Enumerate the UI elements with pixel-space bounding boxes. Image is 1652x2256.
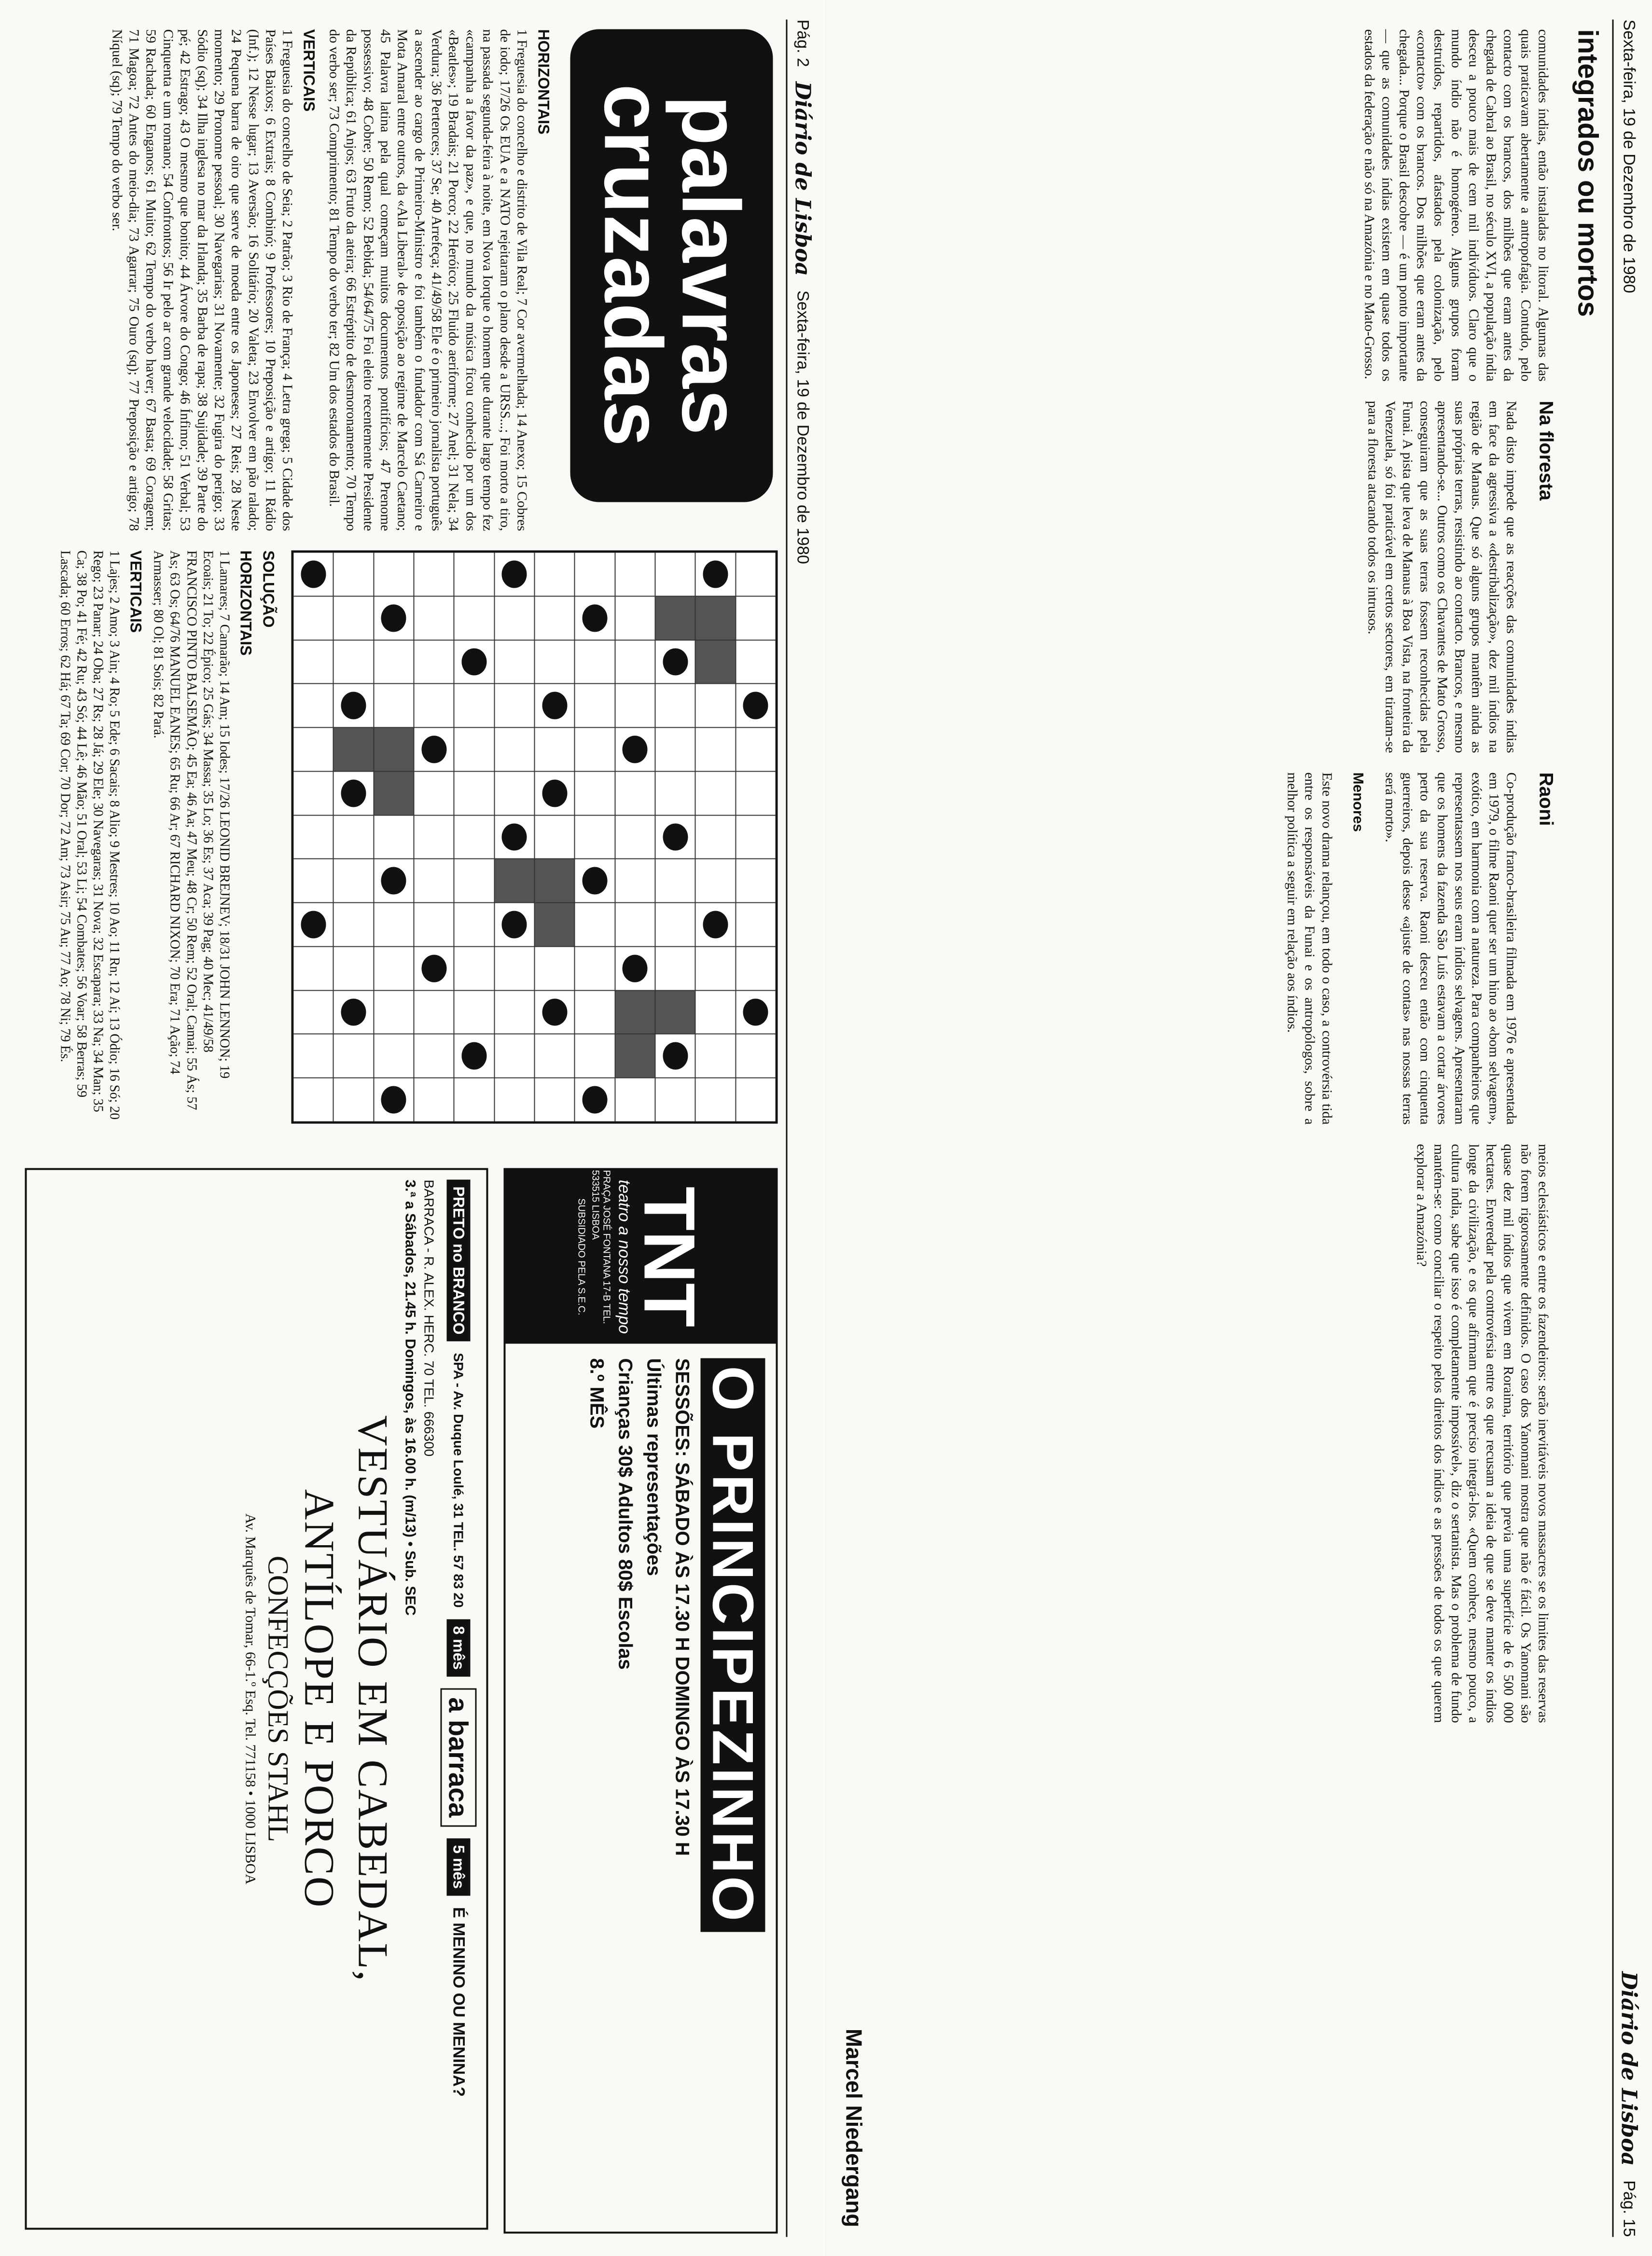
grid-cell[interactable]: [293, 1078, 333, 1121]
grid-cell[interactable]: [655, 771, 695, 815]
masthead-right: Diário de Lisboa: [1616, 1971, 1641, 2166]
grid-cell[interactable]: [333, 1078, 373, 1121]
logo-address: PRAÇA JOSÉ FONTANA 17-B TEL. 533515 LISBOA: [590, 1170, 611, 1324]
grid-cell[interactable]: [333, 552, 373, 596]
right-newspaper-page: [826, 0, 1652, 2256]
barraca-label: a barraca: [440, 1688, 476, 1827]
grid-cell[interactable]: [374, 946, 414, 990]
article-col-3b-text: Este novo drama relançou, em todo o caso, a controvérsia tida entre os responsáveis da Funai e os antropólogos, sobre a melhor política a seguir em relação aos índios.: [1284, 772, 1334, 1124]
grid-cell[interactable]: [374, 640, 414, 684]
grid-cell[interactable]: [414, 683, 454, 727]
grid-cell[interactable]: [494, 596, 534, 640]
grid-cell[interactable]: [454, 771, 494, 815]
black-square: [534, 990, 574, 1034]
na-floresta-heading: Na floresta: [1535, 401, 1556, 500]
grid-cell[interactable]: [736, 858, 776, 902]
grid-cell[interactable]: [615, 640, 655, 684]
barraca-question: É MENINO OU MENINA?: [449, 1907, 468, 2097]
clothing-headline-2: ANTÍLOPE E PORCO: [295, 1489, 342, 1909]
grid-cell[interactable]: [454, 902, 494, 946]
grid-cell[interactable]: [414, 815, 454, 859]
grid-cell[interactable]: [615, 902, 655, 946]
preto-info: SPA - Av. Duque Loulé, 31 TEL. 57 83 20: [451, 1352, 466, 1607]
grid-cell[interactable]: [655, 902, 695, 946]
grid-cell[interactable]: [655, 727, 695, 771]
grid-cell[interactable]: [574, 902, 614, 946]
horizontais-clues: 1 Freguesia do concelho e distrito de Vila Real; 7 Cor avermelhada; 14 Anexo; 15 Cobres de iodo; 17/26 Os EUA e a NATO rejeitaram o plano desde a URSS...; Foi morto a tiro, na passada segunda-feira à noite, em Nova Iorque o homem que durante largo tempo fez «campanha a favor da paz», e que, no mundo da música ficou conhecido por um dos «Beatles»; 19 Bradais; 21 Porco; 22 Heróico; 25 Fluido aeriforme; 27 Anel; 31 Nela; 34 Verdura; 36 Pertences; 37 Se; 40 Arrefeça; 41/49/58 Ele é o primeiro jornalista português a ascender ao cargo de Primeiro-Ministro e foi também o fundador com Sá Carneiro e Mota Amaral entre outros, da «Ala Liberal» de oposição ao regime de Marcelo Caetano; 45 Palavra latina pela qual começam muitos documentos pontifícios; 47 Prenome possessivo; 48 Cobre; 50 Remo; 52 Bebida; 54/64/75 Foi eleito recentemente Presidente da República; 61 Anjos; 63 Fruto da ateira; 66 Estréptito de desmoronamento; 70 Tempo do verbo ser; 73 Comprimento; 81 Tempo do verbo ter; 82 Um dos estados do Brasil.: [326, 29, 529, 531]
grid-cell[interactable]: [574, 815, 614, 859]
grid-cell[interactable]: [374, 552, 414, 596]
grid-cell[interactable]: [454, 990, 494, 1034]
grid-cell[interactable]: [293, 990, 333, 1034]
grid-cell[interactable]: [454, 1078, 494, 1121]
issue-date-right: Sexta-feira, 19 de Dezembro de 1980: [1620, 19, 1638, 293]
solution-column: [10, 550, 280, 1120]
grid-cell[interactable]: [736, 596, 776, 640]
grid-cell[interactable]: [655, 1078, 695, 1121]
grid-cell[interactable]: [695, 858, 735, 902]
theatre-ads-row: [440, 1179, 476, 2218]
portrait-cell: [374, 771, 414, 815]
black-square: [534, 771, 574, 815]
grid-cell[interactable]: [414, 596, 454, 640]
grid-cell[interactable]: [655, 946, 695, 990]
grid-cell[interactable]: [534, 552, 574, 596]
grid-cell[interactable]: [736, 1034, 776, 1078]
logo-subtitle: teatro a nosso tempo: [615, 1179, 633, 1334]
grid-cell[interactable]: [333, 596, 373, 640]
grid-cell[interactable]: [695, 727, 735, 771]
black-square: [736, 683, 776, 727]
grid-cell[interactable]: [534, 1078, 574, 1121]
article-col-3: [851, 772, 1565, 1124]
grid-cell[interactable]: [574, 990, 614, 1034]
portrait-cell: [534, 858, 574, 902]
article-col-2-text: Nada disto impede que as reacções das comunidades índias em face da agressiva a «destribalização», dez mil índios na região de Manaus. Que só alguns grupos mantêm ainda as suas próprias terras, resistindo ao contacto. Brancos, e mesmo apresentando-se... Outros como os Chavantes de Mato Grosso, conseguiram que as suas terras fossem reconhecidas pela Funai. A pista que leva de Manaus à Boa Vista, na fronteira da Venezuela, só foi praticável em certos sectores, em tiratam-se para a floresta atacando todos os intrusos.: [1364, 401, 1519, 753]
black-square: [655, 640, 695, 684]
play-title: O PRINCIPEZINHO: [700, 1358, 765, 1932]
page-header-right: [1612, 19, 1644, 2237]
article-col-1-text: comunidades índias, então instaladas no litoral. Algumas das quais praticavam abertamente a antropofagia. Contudo, pelo contacto com os brancos, dos milhões que eram antes da chegada de Cabral ao Brasil, no século XVI, a população índia desceu a pouco mais de cem mil indivíduos. Claro que o mundo índio não é homogéneo. Alguns grupos foram destruídos, repartidos, afastados pela colonização, pelo «contacto» com os brancos. Dos milhões que eram antes da chegada... Porque o Brasil descobre — é um ponto importante — que as comunidades índias existem em quase todos os estados da federação e não só na Amazónia e no Mato-Grosso.: [1361, 29, 1551, 381]
grid-cell[interactable]: [454, 727, 494, 771]
grid-cell[interactable]: [574, 683, 614, 727]
portrait-cell: [615, 990, 655, 1034]
grid-cell[interactable]: [293, 771, 333, 815]
black-square: [494, 552, 534, 596]
page-number-right: Pág. 15: [1620, 2180, 1638, 2237]
black-square: [574, 596, 614, 640]
grid-cell[interactable]: [695, 771, 735, 815]
grid-cell[interactable]: [534, 640, 574, 684]
grid-cell[interactable]: [414, 1034, 454, 1078]
grid-cell[interactable]: [494, 1078, 534, 1121]
grid-cell[interactable]: [574, 946, 614, 990]
grid-cell[interactable]: [333, 858, 373, 902]
grid-cell[interactable]: [615, 815, 655, 859]
grid-cell[interactable]: [494, 640, 534, 684]
show-hours: 3.ª a Sábados, 21.45 h. Domingos, às 16.00 h. (m/13) • Sub. SEC: [402, 1179, 418, 1616]
grid-cell[interactable]: [655, 858, 695, 902]
principezinho-ad: [503, 1168, 777, 2233]
grid-cell[interactable]: [293, 683, 333, 727]
article-col-2: [851, 401, 1565, 753]
grid-cell[interactable]: [615, 552, 655, 596]
theatre-and-clothing-ads: [25, 1168, 488, 2229]
black-square: [534, 683, 574, 727]
grid-cell[interactable]: [574, 727, 614, 771]
article-col-3-text: Co-produção franco-brasileira filmada em 1976 e apresentada em 1979, o filme Raoni quer ser um hino ao «bom selvagem», exótico, em harmonia com a natureza. Para companheiros que representassem nos seus eram índios selvagens. Apresentaram que os homens da fazenda São Luís estavam a cortar árvores perto da sua reserva. Raoni desceu então com cinquenta guerreiros, depois desse «ajuste de contas» nas nossas terras será morto».: [1382, 772, 1519, 1124]
black-square: [494, 815, 534, 859]
black-square: [333, 771, 373, 815]
grid-cell[interactable]: [333, 902, 373, 946]
masthead: Diário de Lisboa: [790, 81, 815, 276]
black-square: [695, 552, 735, 596]
page-number: Pág. 2: [793, 19, 812, 67]
crossword-title: [570, 29, 773, 502]
portrait-cell: [534, 902, 574, 946]
grid-cell[interactable]: [374, 1034, 414, 1078]
grid-cell[interactable]: [695, 815, 735, 859]
grid-cell[interactable]: [736, 727, 776, 771]
black-square: [374, 1078, 414, 1121]
teatro-details: [505, 1343, 776, 2231]
grid-cell[interactable]: [374, 990, 414, 1034]
grid-cell[interactable]: [414, 771, 454, 815]
grid-cell[interactable]: [494, 683, 534, 727]
black-square: [655, 1034, 695, 1078]
portrait-cell: [655, 990, 695, 1034]
grid-cell[interactable]: [736, 1078, 776, 1121]
grid-cell[interactable]: [736, 640, 776, 684]
barraca-info: BARRACA - R. ALEX. HERC. 70 TEL. 666300: [421, 1179, 436, 1456]
grid-cell[interactable]: [695, 990, 735, 1034]
months-b: 5 mês: [446, 1838, 470, 1896]
solution-v-text: 1 Lajes; 2 Amo; 3 Ain; 4 Ro; 5 Ede; 6 Sacais; 8 Alio; 9 Mestres; 10 Ao; 11 Rn; 12 Aí; 13 Ódio; 16 Só; 20 Rego; 23 Panar; 24 Oba; 27 Rs; 28 Já; 29 Ele; 30 Navegaras; 31 Nova; 32 Escapara; 33 Na; 34 Man; 35 Ca; 38 Po; 41 Fé; 42 Ru; 43 Só; 44 Lê; 46 Mão; 51 Oral; 53 Li; 54 Combates; 56 Voar; 58 Berras; 59 Lascada; 60 Erros; 62 Há; 67 Ta; 69 Cor; 70 Dor; 72 Am; 73 Asir; 75 Au; 77 Ao; 78 Ni; 79 És.: [57, 550, 122, 1120]
black-square: [695, 902, 735, 946]
portrait-cell: [695, 596, 735, 640]
grid-cell[interactable]: [374, 902, 414, 946]
page-header: [786, 19, 818, 2237]
price-text: Crianças 30$ Adultos 80$ Escolas: [614, 1358, 636, 1670]
black-square: [574, 1078, 614, 1121]
portrait-cell: [615, 1034, 655, 1078]
black-square: [454, 1034, 494, 1078]
title-line-2: cruzadas: [587, 83, 679, 447]
article-col-4-text: meios eclesiásticos e entre os fazendeiros: serão inevitáveis novos massacres se os limites das reservas não forem rigorosamente definidos. O caso dos Yanomani mostra que não é fácil. Os Yanomani são quase dez mil índios que vivem em Roraima, território que previa uma superfície de 6 500 000 hectares. Enveredar pela controvérsia entre os que recusam a ideia de que se deve manter os índios longe da civilização, e os que afirmam que é preciso integrá-los. «Quem conhece, mesmo pouco, a cultura índia, sabe que isso é completamente impossível», diz o sertanista. Mas o problema de fundo mantém-se: como conciliar o respeito pelos direitos dos índios e as pressões de todos os que querem explorar a Amazónia?: [1414, 1144, 1551, 1723]
grid-cell[interactable]: [454, 946, 494, 990]
logo-text: TNT: [629, 1186, 710, 1327]
grid-cell[interactable]: [494, 1034, 534, 1078]
grid-cell[interactable]: [534, 596, 574, 640]
grid-cell[interactable]: [615, 771, 655, 815]
grid-cell[interactable]: [414, 990, 454, 1034]
grid-cell[interactable]: [695, 946, 735, 990]
grid-cell[interactable]: [494, 946, 534, 990]
article-col-1: [851, 29, 1565, 381]
menores-heading: Menores: [1349, 772, 1366, 832]
black-square: [414, 946, 454, 990]
grid-cell[interactable]: [333, 640, 373, 684]
grid-cell[interactable]: [374, 683, 414, 727]
grid-cell[interactable]: [534, 815, 574, 859]
grid-cell[interactable]: [333, 1034, 373, 1078]
last-shows-text: Últimas representações: [643, 1358, 664, 1576]
crossword-grid[interactable]: [291, 550, 777, 1123]
black-square: [333, 990, 373, 1034]
grid-cell[interactable]: [534, 946, 574, 990]
clothing-company: CONFECÇÕES STAHL: [262, 1555, 294, 1842]
months-a: 8 mês: [446, 1619, 470, 1676]
grid-cell[interactable]: [574, 1034, 614, 1078]
grid-cell[interactable]: [454, 683, 494, 727]
issue-date: Sexta-feira, 19 de Dezembro de 1980: [793, 290, 812, 564]
portrait-cell: [374, 727, 414, 771]
grid-cell[interactable]: [494, 990, 534, 1034]
solution-h-heading: HORIZONTAIS: [236, 550, 254, 656]
grid-cell[interactable]: [736, 902, 776, 946]
grid-cell[interactable]: [454, 552, 494, 596]
grid-cell[interactable]: [414, 902, 454, 946]
grid-cell[interactable]: [454, 596, 494, 640]
black-square: [293, 552, 333, 596]
sessions-text: SESSÕES: SÁBADO ÀS 17.30 H DOMINGO ÀS 17.30 H: [671, 1358, 693, 1856]
black-square: [374, 858, 414, 902]
preto-no-branco-label: PRETO no BRANCO: [446, 1179, 470, 1341]
grid-cell[interactable]: [695, 1034, 735, 1078]
grid-cell[interactable]: [454, 815, 494, 859]
grid-cell[interactable]: [414, 552, 454, 596]
grid-cell[interactable]: [293, 858, 333, 902]
grid-cell[interactable]: [615, 596, 655, 640]
grid-cell[interactable]: [736, 771, 776, 815]
grid-cell[interactable]: [454, 858, 494, 902]
black-square: [374, 596, 414, 640]
clues-column: [15, 29, 555, 531]
raoni-heading: Raoni: [1535, 772, 1556, 826]
grid-cell[interactable]: [736, 552, 776, 596]
portrait-cell: [494, 858, 534, 902]
month-text: 8.º MÊS: [586, 1358, 607, 1428]
grid-cell[interactable]: [695, 683, 735, 727]
solution-v-heading: VERTICAIS: [127, 550, 145, 633]
portrait-cell: [655, 596, 695, 640]
author-byline: Marcel Niedergang: [841, 2028, 866, 2227]
portrait-cell: [695, 640, 735, 684]
verticais-clues: 1 Freguesia do concelho de Seia; 2 Patrão; 3 Rio de França; 4 Letra grega; 5 Cidade dos Países Baixos; 6 Extrais; 8 Combinó; 9 Professores; 10 Preposição e artigo; 11 Rádio (Inf.); 12 Nesse lugar; 13 Aversão; 16 Solitário; 20 Valeta; 23 Envolver em pão ralado; 24 Pequena barra de oiro que serve de moeda entre os Japoneses; 27 Reis; 28 Neste momento; 29 Pronome pessoal; 30 Navegarias; 31 Novamente; 32 Fugira do perigo; 33 Sódio (sq); 34 Ilha inglesa no mar da Irlanda; 35 Barba de rapa; 38 Sujidade; 39 Parte do pé; 42 Estrago; 43 O mesmo que bonito; 44 Árvore do Congo; 46 Ínfimo; 51 Verbal; 53 Cinquenta e um romano; 54 Confrontos; 56 Ir pelo ar com grande velocidade; 58 Gritas; 59 Rachada; 60 Enganos; 61 Muito; 62 Tempo do verbo haver; 67 Basta; 69 Coragem; 71 Magoa; 72 Antes do meio-dia; 73 Agarrar; 75 Ouro (sq); 77 Preposição e artigo; 78 Níquel (sq); 79 Tempo do verbo ser.: [109, 29, 295, 531]
black-square: [574, 858, 614, 902]
grid-cell[interactable]: [695, 1078, 735, 1121]
black-square: [333, 683, 373, 727]
grid-cell[interactable]: [293, 946, 333, 990]
grid-cell[interactable]: [414, 858, 454, 902]
verticais-heading: VERTICAIS: [300, 29, 318, 111]
title-line-1: palavras: [665, 95, 757, 436]
black-square: [494, 902, 534, 946]
subsidy-text: SUBSIDIADO PELA S.E.C.: [576, 1198, 586, 1315]
grid-cell[interactable]: [494, 727, 534, 771]
grid-cell[interactable]: [293, 727, 333, 771]
clothing-headline: VESTUÁRIO EM CABEDAL,: [349, 1415, 396, 1982]
grid-cell[interactable]: [534, 727, 574, 771]
black-square: [293, 902, 333, 946]
black-square: [655, 815, 695, 859]
grid-cell[interactable]: [293, 1034, 333, 1078]
grid-cell[interactable]: [414, 640, 454, 684]
black-square: [414, 727, 454, 771]
grid-cell[interactable]: [414, 1078, 454, 1121]
grid-cell[interactable]: [494, 771, 534, 815]
horizontais-heading: HORIZONTAIS: [535, 29, 552, 135]
grid-cell[interactable]: [615, 683, 655, 727]
grid-cell[interactable]: [534, 1034, 574, 1078]
solution-h-text: 1 Lamares; 7 Camarão; 14 Am; 15 Iodes; 17/26 LEONID BREJNEV; 18/31 JOHN LENNON; 19 Ecoais; 21 To; 22 Épico; 25 Gás; 34 Massa; 35 Lo; 36 Es; 37 Aca; 39 Pag; 40 Mec; 41/49/58 FRANCISCO PINTO BALSEMÃO; 45 Ea; 46 Aa; 47 Meu; 48 Cr; 50 Rem; 52 Oral; Camai; 55 Ás; 57 As; 63 Os; 64/76 MANUEL EANES; 65 Ru; 66 Ar; 67 RICHARD NIXON; 70 Era; 71 Ação; 74 Armasser; 80 Ol; 81 Sois; 82 Pará.: [151, 550, 232, 1110]
grid-cell[interactable]: [293, 640, 333, 684]
clothing-address: Av. Marquês de Tomar, 66-1.º Esq. Tel. 771158 • 1000 LISBOA: [242, 1513, 258, 1884]
article-title: integrados ou mortos: [1572, 29, 1603, 317]
grid-cell[interactable]: [574, 552, 614, 596]
black-square: [736, 990, 776, 1034]
grid-cell[interactable]: [736, 946, 776, 990]
grid-cell[interactable]: [333, 946, 373, 990]
grid-cell[interactable]: [374, 815, 414, 859]
article-col-4: [851, 1144, 1565, 1723]
grid-cell[interactable]: [655, 552, 695, 596]
grid-cell[interactable]: [615, 1078, 655, 1121]
black-square: [615, 946, 655, 990]
grid-cell[interactable]: [293, 815, 333, 859]
portrait-cell: [333, 727, 373, 771]
grid-cell[interactable]: [293, 596, 333, 640]
grid-cell[interactable]: [655, 683, 695, 727]
black-square: [454, 640, 494, 684]
grid-cell[interactable]: [736, 815, 776, 859]
grid-cell[interactable]: [333, 815, 373, 859]
black-square: [615, 727, 655, 771]
teatro-logo: [505, 1170, 776, 1343]
grid-cell[interactable]: [574, 640, 614, 684]
solution-heading: SOLUÇÃO: [260, 550, 277, 627]
grid-cell[interactable]: [615, 858, 655, 902]
grid-cell[interactable]: [574, 771, 614, 815]
